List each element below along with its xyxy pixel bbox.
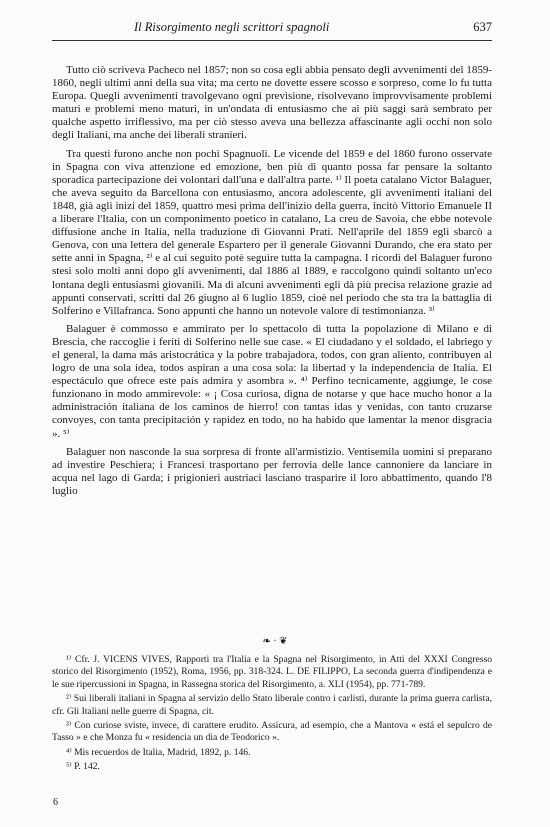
- footnote-ornament: ❧ · ❦: [262, 636, 288, 647]
- header-rule: [52, 40, 492, 41]
- footnote: ⁴⁾ Mis recuerdos de Italia, Madrid, 1892, p. 146.: [66, 746, 251, 758]
- paragraph: Tra questi furono anche non pochi Spagnuoli. Le vicende del 1859 e del 1860 furono osservate in Spagna con viva attenzione ed emozione, ben più di quanto possa far pensare la soltanto sporadica partecipazione dei volontari dall'una e dall'altra parte. ¹⁾ Il poeta catalano Victor Balaguer, che aveva seguito da Barcellona con entusiasmo, ancora adolescente, gli avvenimenti italiani del 1848, già agli inizi del 1859, quattro mesi prima dell'inizio della guerra, incitò Vittorio Emanuele II a liberare l'Italia, con un componimento poetico in catalano, La creu de Savoia, che ebbe notevole diffusione anche in Italia, nella traduzione di Giovanni Prati. Nell'aprile del 1859 egli sbarcò a Genova, con una lettera del generale Espartero per il generale Giovanni Durando, che era stato per sette anni in Spagna, ²⁾ e al cui seguito potè seguire tutta la campagna. I ricordi del Balaguer furono stesi solo molti anni dopo gli avvenimenti, dal 1886 al 1889, e raccolgono quindi soltanto un'eco lontana degli entusiasmi giovanili. Ma di alcuni avvenimenti egli dà più precisa relazione grazie ad appunti conservati, scritti dal 26 giugno al 6 luglio 1859, cioè nel periodo che sta tra la battaglia di Solferino e Villafranca. Sono appunti che hanno un notevole valore di testimonianza. ³⁾: [52, 147, 492, 317]
- footnote: ³⁾ Con curiose sviste, invece, di carattere erudito. Assicura, ad esempio, che a Mantova « está el sepulcro de Tasso » e che Monza fu « residencia un dia de Teodorico ».: [52, 720, 492, 744]
- paragraph: Balaguer non nasconde la sua sorpresa di fronte all'armistizio. Ventisemila uomini si preparano ad investire Peschiera; i Francesi trasportano per ferrovia delle lance cannoniere da lanciare in acqua nel lago di Garda; i prigionieri austriaci lasciano trasparire il loro abbattimento, quando l'8 luglio: [52, 445, 492, 497]
- footnotes: [52, 654, 492, 776]
- footnote: ¹⁾ Cfr. J. VICENS VIVES, Rapporti tra l'Italia e la Spagna nel Risorgimento, in Atti del XXXI Congresso storico del Risorgimento (1952), Roma, 1956, pp. 318-324. L. DE FILIPPO, La seconda guerra d'indipendenza e le sue ripercussioni in Spagna, in Rassegna storica del Risorgimento, a. XLI (1954), pp. 771-789.: [52, 654, 492, 690]
- paragraph: Balaguer è commosso e ammirato per lo spettacolo di tutta la popolazione di Milano e di Brescia, che raccoglie i feriti di Solferino nelle sue case. « El ciudadano y el soldado, el labriego y el general, la dama más aristocrática y la pobre trabajadora, todos, con gran aliento, contribuyen al logro de una sola idea, todos aspiran a una cosa sola: la libertad y la independencia de Italia. El espectáculo que ofrece este país admira y asombra ». ⁴⁾ Perfino tecnicamente, aggiunge, le cose funzionano in modo ammirevole: « ¡ Cosa curiosa, digna de notarse y que hace mucho honor a la administración italiana de los caminos de hierro! con tantas idas y venidas, con tanto cruzarse convoyes, con tanta precipitación y rapidez en todo, no ha habido que lamentar la menor disgracia ». ⁵⁾: [52, 322, 492, 440]
- page-number: 637: [473, 20, 492, 34]
- footnote: ²⁾ Sui liberali italiani in Spagna al servizio dello Stato liberale contro i carlisti, durante la prima guerra carlista, cfr. Gli Italiani nelle guerre di Spagna, cit.: [52, 693, 492, 717]
- main-text: [52, 64, 492, 503]
- running-header: [52, 20, 492, 38]
- running-title: Il Risorgimento negli scrittori spagnoli: [134, 20, 330, 34]
- signature-mark: 6: [53, 797, 58, 808]
- paragraph: Tutto ciò scriveva Pacheco nel 1857; non so cosa egli abbia pensato degli avvenimenti del 1859-1860, negli ultimi anni della sua vita; ma certo ne dovette essere scosso e sorpreso, come lo fu tutta Europa. Quegli avvenimenti travolgevano ogni previsione, risolvevano improvvisamente problemi maturi e problemi meno maturi, in un'ondata di entusiasmo che ai più saggi sarà sembrato per qualche aspetto irriflessivo, ma per ciò stesso aveva una bellezza affascinante agli occhi non solo degli Italiani, ma anche dei liberali stranieri.: [52, 64, 492, 142]
- footnote: ⁵⁾ P. 142.: [66, 761, 100, 773]
